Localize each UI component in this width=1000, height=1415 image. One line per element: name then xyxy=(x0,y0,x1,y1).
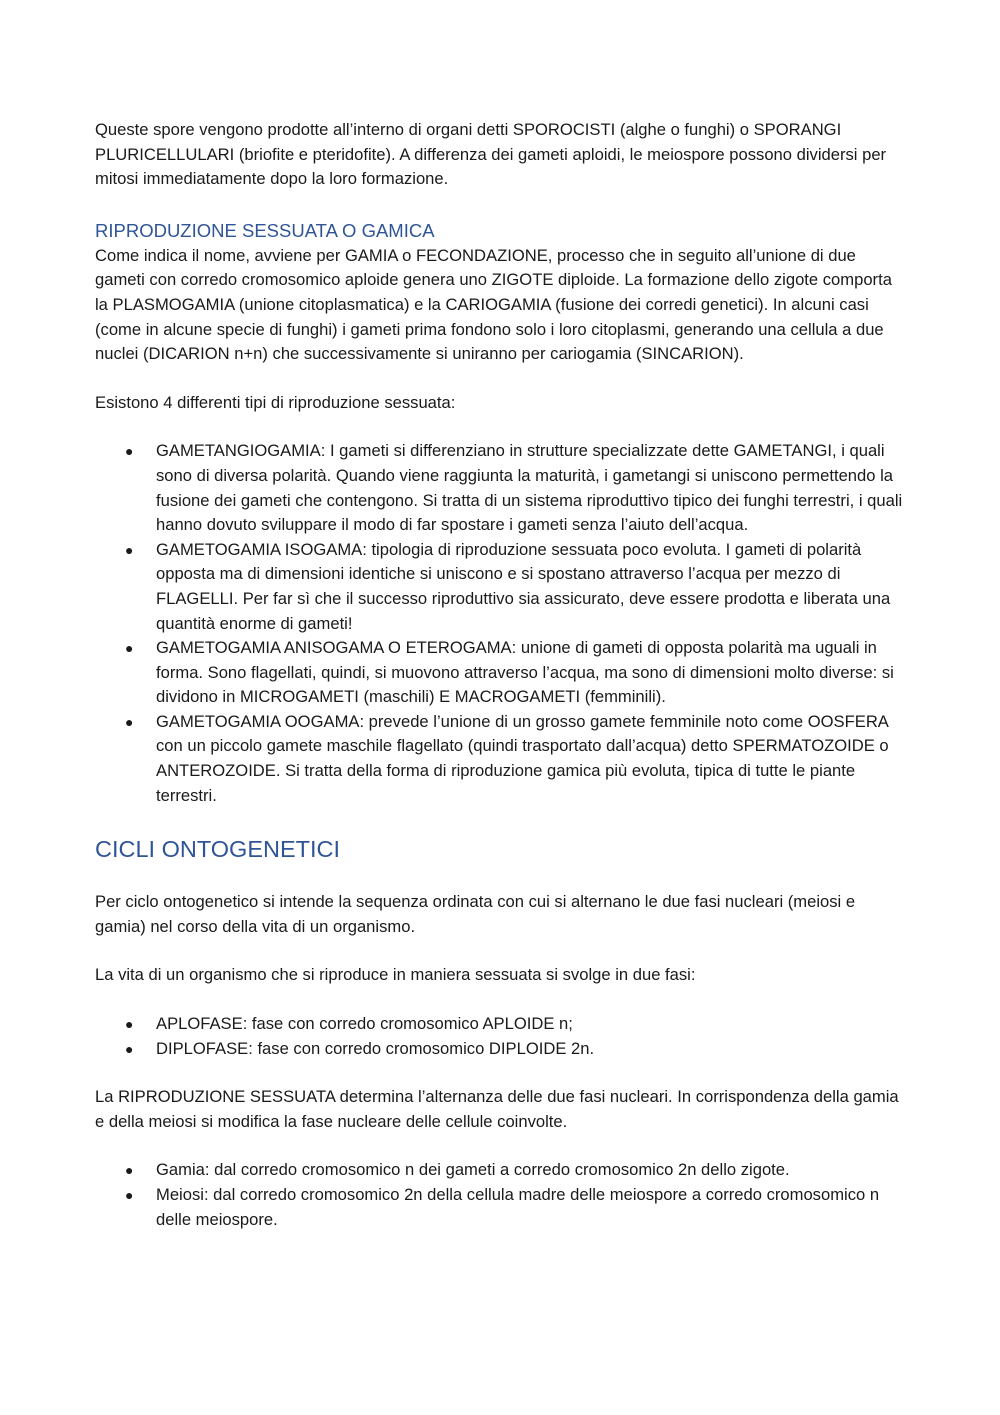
bullet-icon: ● xyxy=(125,640,134,657)
bullet-icon: ● xyxy=(125,1187,134,1203)
cycles-paragraph-2: La vita di un organismo che si riproduce in maniera sessuata si svolge in due fasi: xyxy=(95,965,696,985)
bullet-icon: ● xyxy=(125,1016,134,1033)
list-item: ● APLOFASE: fase con corredo cromosomico APLOIDE n; xyxy=(95,1012,907,1037)
bullet-icon: ● xyxy=(125,1040,134,1057)
cycles-paragraph-1: Per ciclo ontogenetico si intende la sequenza ordinata con cui si alternano le due fasi nucleari (meiosi e gamia) nel corso della vita di un organismo. xyxy=(95,892,856,936)
list-item: ● DIPLOFASE: fase con corredo cromosomico DIPLOIDE 2n. xyxy=(95,1037,907,1062)
sexual-reproduction-paragraph: Come indica il nome, avviene per GAMIA o FECONDAZIONE, processo che in seguito all’unione di due gameti con corredo cromosomico aploide genera uno ZIGOTE diploide. La formazione dello zigote comporta la PLASMOGAMIA (unione citoplasmatica) e la CARIOGAMIA (fusione dei corredi genetici). In alcuni casi (come in alcune specie di funghi) i gameti prima fondono solo i loro citoplasmi, generando una cellula a due nuclei (DICARION n+n) che successivamente si uniranno per cariogamia (SINCARION). xyxy=(95,245,892,364)
list-item: ● GAMETOGAMIA ANISOGAMA O ETEROGAMA: unione di gameti di opposta polarità ma uguali in forma. Sono flagellati, quindi, si muovono attraverso l’acqua, ma sono di dimensioni molto diverse: si dividono in MICROGAMETI (maschili) E MACROGAMETI (femminili). xyxy=(125,638,894,707)
list-item: ● Meiosi: dal corredo cromosomico 2n della cellula madre delle meiospore a corredo cromosomico n delle meiospore. xyxy=(125,1185,880,1229)
bullet-icon: ● xyxy=(125,713,134,730)
cycles-paragraph-3: La RIPRODUZIONE SESSUATA determina l’alternanza delle due fasi nucleari. In corrispondenza della gamia e della meiosi si modifica la fase nucleare delle cellule coinvolte. xyxy=(95,1087,899,1131)
list-item: ● GAMETOGAMIA OOGAMA: prevede l’unione di un grosso gamete femminile noto come OOSFERA con un piccolo gamete maschile flagellato (quindi trasportato dall’acqua) detto SPERMATOZOIDE o ANTEROZOIDE. Si tratta della forma di riproduzione gamica più evoluta, tipica di tutte le piante terrestri. xyxy=(125,711,889,805)
transitions-list xyxy=(95,1158,907,1232)
heading-sexual-reproduction: RIPRODUZIONE SESSUATA O GAMICA xyxy=(95,219,435,241)
document-page xyxy=(95,118,907,1232)
intro-paragraph: Queste spore vengono prodotte all’interno di organi detti SPOROCISTI (alghe o funghi) o SPORANGI PLURICELLULARI (briofite e pteridofite). A differenza dei gameti aploidi, le meiospore possono dividersi per mitosi immediatamente dopo la loro formazione. xyxy=(95,120,887,189)
reproduction-types-intro: Esistono 4 differenti tipi di riproduzione sessuata: xyxy=(95,392,456,412)
bullet-icon: ● xyxy=(125,1162,134,1179)
bullet-icon: ● xyxy=(125,443,134,460)
list-item: ● GAMETOGAMIA ISOGAMA: tipologia di riproduzione sessuata poco evoluta. I gameti di polarità opposta ma di dimensioni identiche si uniscono e si spostano attraverso l’acqua per mezzo di FLAGELLI. Per far sì che il successo riproduttivo sia assicurato, deve essere prodotta e liberata una quantità enorme di gameti! xyxy=(125,539,891,633)
bullet-icon: ● xyxy=(125,541,134,558)
list-item: ● GAMETANGIOGAMIA: I gameti si differenziano in strutture specializzate dette GAMETANGI, i quali sono di diversa polarità. Quando viene raggiunta la maturità, i gametangi si uniscono permettendo la fusione dei gameti che contengono. Si tratta di un sistema riproduttivo tipico dei funghi terrestri, i quali hanno dovuto sviluppare il modo di far spostare i gameti senza l’aiuto dell’acqua. xyxy=(125,441,903,535)
phases-list xyxy=(95,1012,907,1061)
heading-ontogenetic-cycles: CICLI ONTOGENETICI xyxy=(95,836,341,863)
reproduction-types-list xyxy=(95,439,907,808)
list-item: ● Gamia: dal corredo cromosomico n dei gameti a corredo cromosomico 2n dello zigote. xyxy=(95,1158,907,1183)
